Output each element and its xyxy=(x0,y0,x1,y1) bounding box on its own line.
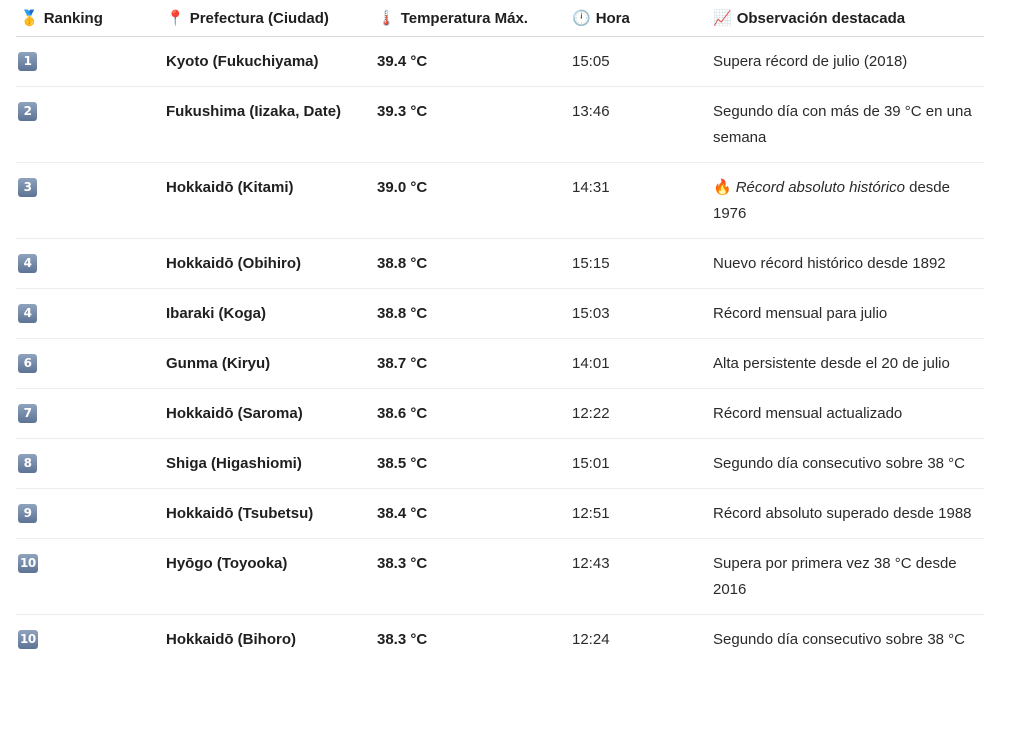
header-row xyxy=(16,0,984,37)
observation-cell xyxy=(713,37,984,87)
time-cell: 12:51 xyxy=(572,489,713,539)
observation-cell xyxy=(713,389,984,439)
temperature-cell: 39.4 °C xyxy=(377,37,572,87)
medal-icon: 🥇 xyxy=(20,10,39,27)
temperature-cell: 39.3 °C xyxy=(377,87,572,163)
fire-icon: 🔥 xyxy=(713,179,732,196)
prefecture-cell: Hokkaidō (Bihoro) xyxy=(166,631,296,648)
rank-cell xyxy=(16,87,166,163)
chart-increasing-icon: 📈 xyxy=(713,10,732,27)
thermometer-icon: 🌡️ xyxy=(377,10,396,27)
temperature-cell: 38.7 °C xyxy=(377,339,572,389)
rank-number-badge: 3 xyxy=(18,178,37,197)
rank-cell xyxy=(16,37,166,87)
time-cell: 14:01 xyxy=(572,339,713,389)
time-cell: 15:03 xyxy=(572,289,713,339)
table-row xyxy=(16,239,984,289)
observation-emphasis: Récord absoluto histórico xyxy=(735,179,905,196)
column-header-label: Observación destacada xyxy=(736,10,906,27)
observation-text: Segundo día consecutivo sobre 38 °C xyxy=(713,455,965,472)
rank-number-badge: 2 xyxy=(18,102,37,121)
prefecture-cell: Hyōgo (Toyooka) xyxy=(166,539,377,615)
pin-icon: 📍 xyxy=(166,10,185,27)
column-header-label: Ranking xyxy=(43,10,103,27)
prefecture-cell: Hokkaidō (Saroma) xyxy=(166,389,377,439)
rank-cell xyxy=(16,339,166,389)
observation-cell xyxy=(713,439,984,489)
column-header-label: Prefectura (Ciudad) xyxy=(189,10,329,27)
observation-text: Nuevo récord histórico desde 1892 xyxy=(713,255,946,272)
temperature-cell: 38.3 °C xyxy=(377,539,572,615)
observation-text: Supera por primera vez 38 °C desde 2016 xyxy=(713,555,957,598)
temperature-cell: 38.3 °C xyxy=(377,631,428,648)
column-header-label: Hora xyxy=(595,10,630,27)
table-header xyxy=(16,0,984,37)
observation-text: Supera récord de julio (2018) xyxy=(713,53,908,70)
rank-cell xyxy=(16,163,166,239)
rank-cell xyxy=(16,289,166,339)
table-row xyxy=(16,389,984,439)
prefecture-cell: Hokkaidō (Kitami) xyxy=(166,163,377,239)
table-row xyxy=(16,439,984,489)
table-row xyxy=(16,539,984,615)
observation-text: Segundo día con más de 39 °C en una semana xyxy=(713,103,972,146)
prefecture-cell: Ibaraki (Koga) xyxy=(166,289,377,339)
column-header-label: Temperatura Máx. xyxy=(400,10,528,27)
time-cell: 14:31 xyxy=(572,163,713,239)
prefecture-cell: Hokkaidō (Obihiro) xyxy=(166,239,377,289)
temperature-cell: 38.5 °C xyxy=(377,439,572,489)
observation-cell xyxy=(713,489,984,539)
rank-cell xyxy=(16,389,166,439)
time-cell: 15:01 xyxy=(572,439,713,489)
rank-cell xyxy=(16,239,166,289)
time-cell: 12:22 xyxy=(572,389,713,439)
temperature-cell: 39.0 °C xyxy=(377,163,572,239)
table-row xyxy=(16,339,984,389)
rank-number-badge: 8 xyxy=(18,454,37,473)
temperature-cell: 38.4 °C xyxy=(377,489,572,539)
temperature-cell: 38.6 °C xyxy=(377,389,572,439)
observation-text: Récord mensual actualizado xyxy=(713,405,903,422)
table-row xyxy=(16,615,984,665)
temperature-cell: 38.8 °C xyxy=(377,289,572,339)
temperature-cell: 38.8 °C xyxy=(377,239,572,289)
rank-number-badge: 7 xyxy=(18,404,37,423)
observation-cell xyxy=(713,615,984,665)
rank-number-badge: 6 xyxy=(18,354,37,373)
table-row xyxy=(16,37,984,87)
rank-cell xyxy=(16,489,166,539)
rank-cell xyxy=(16,615,166,665)
prefecture-cell: Fukushima (Iizaka, Date) xyxy=(166,87,377,163)
time-cell: 12:24 xyxy=(572,631,610,648)
rank-number-badge: 10 xyxy=(18,630,38,649)
table-row xyxy=(16,489,984,539)
table-row xyxy=(16,289,984,339)
prefecture-cell: Gunma (Kiryu) xyxy=(166,339,377,389)
time-cell: 12:43 xyxy=(572,539,713,615)
table-row xyxy=(16,87,984,163)
time-cell: 15:15 xyxy=(572,239,713,289)
prefecture-cell: Kyoto (Fukuchiyama) xyxy=(166,37,377,87)
observation-cell xyxy=(713,289,984,339)
rank-number-badge: 4 xyxy=(18,304,37,323)
observation-cell xyxy=(713,539,984,615)
observation-text: Récord absoluto superado desde 1988 xyxy=(713,505,972,522)
temperature-ranking-table xyxy=(16,0,984,664)
observation-cell xyxy=(713,339,984,389)
observation-cell xyxy=(713,163,984,239)
rank-number-badge: 10 xyxy=(18,554,38,573)
observation-text: desde 1976 xyxy=(713,179,950,222)
observation-text: Alta persistente desde el 20 de julio xyxy=(713,355,950,372)
table-row xyxy=(16,163,984,239)
prefecture-cell: Shiga (Higashiomi) xyxy=(166,439,377,489)
rank-number-badge: 9 xyxy=(18,504,37,523)
column-header-prefecture xyxy=(166,0,377,37)
observation-text: Récord mensual para julio xyxy=(713,305,888,322)
column-header-observation xyxy=(713,0,984,37)
rank-cell xyxy=(16,439,166,489)
observation-text: Segundo día consecutivo sobre 38 °C xyxy=(713,631,965,648)
time-cell: 15:05 xyxy=(572,37,713,87)
table-body xyxy=(16,37,984,665)
observation-cell xyxy=(713,87,984,163)
rank-number-badge: 1 xyxy=(18,52,37,71)
rank-number-badge: 4 xyxy=(18,254,37,273)
ranking-table-container xyxy=(16,0,984,664)
prefecture-cell: Hokkaidō (Tsubetsu) xyxy=(166,489,377,539)
column-header-time xyxy=(572,0,713,37)
column-header-temperature xyxy=(377,0,572,37)
observation-cell xyxy=(713,239,984,289)
column-header-ranking xyxy=(16,0,166,37)
rank-cell xyxy=(16,539,166,615)
clock-icon: 🕛 xyxy=(572,10,591,27)
time-cell: 13:46 xyxy=(572,87,713,163)
